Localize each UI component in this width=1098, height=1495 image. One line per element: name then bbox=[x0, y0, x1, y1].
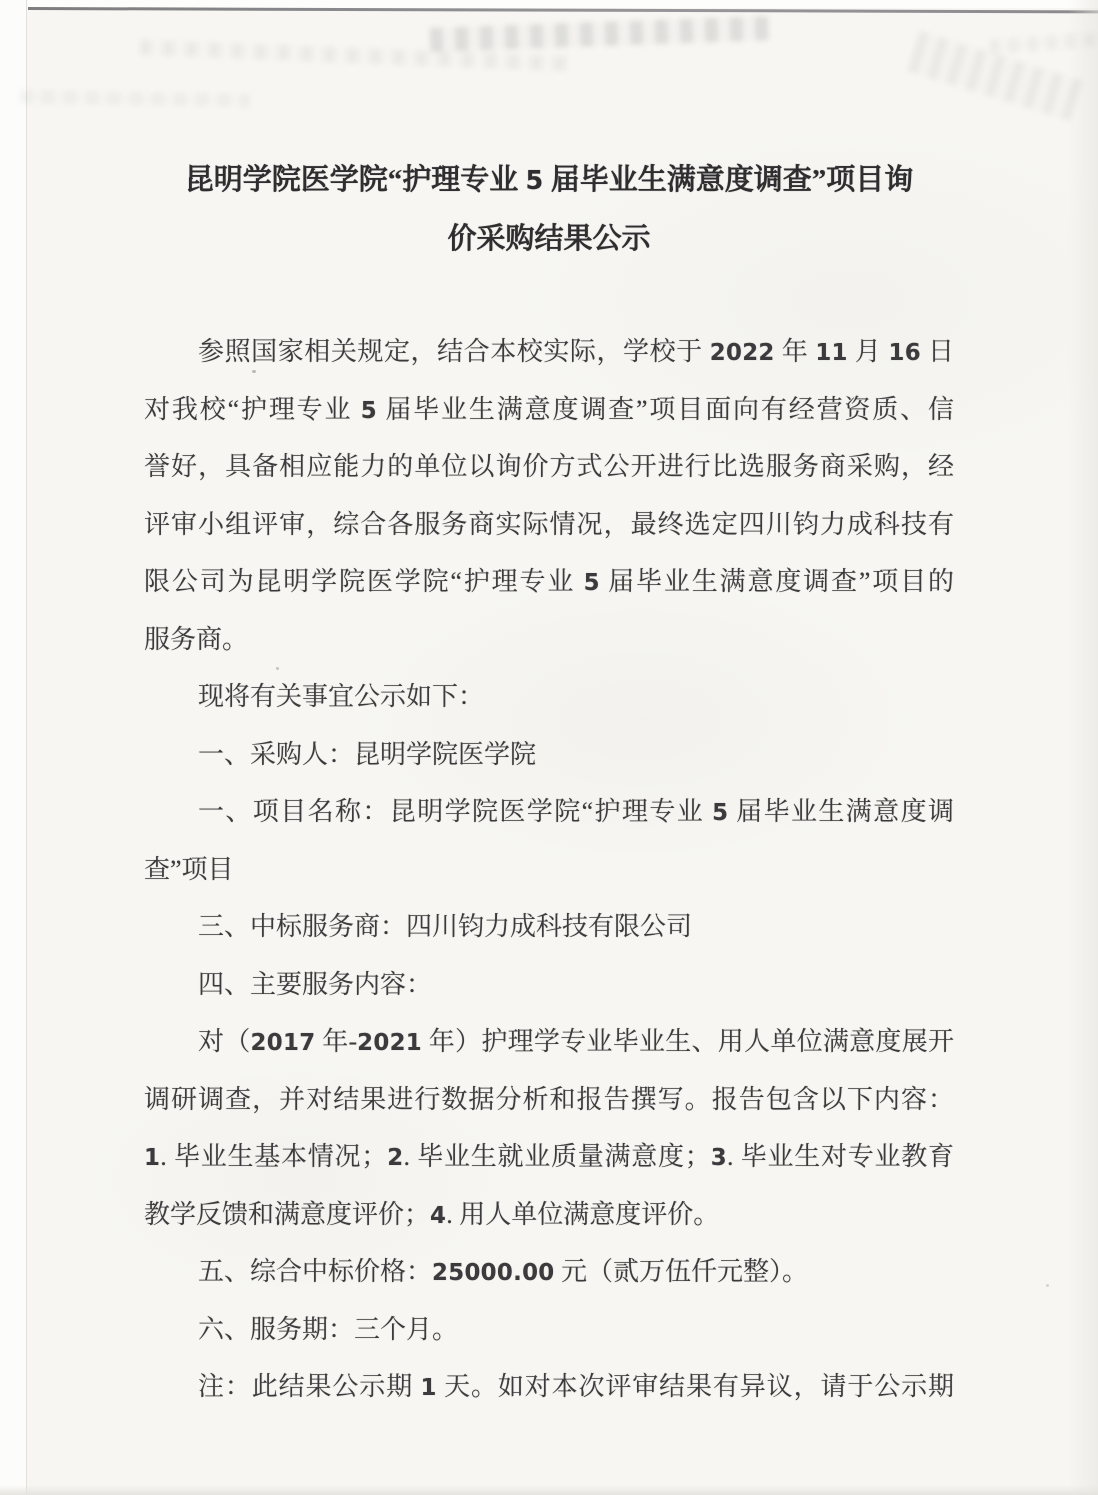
body-line: 服务商。 bbox=[144, 624, 249, 654]
body-line: 对（2017 年-2021 年）护理学专业毕业生、用人单位满意度展开 bbox=[198, 1027, 954, 1056]
body-line: 调研调查，并对结果进行数据分析和报告撰写。报告包含以下内容： bbox=[144, 1084, 954, 1114]
body-line: 四、主要服务内容： bbox=[198, 969, 433, 999]
document-title bbox=[70, 152, 1028, 268]
body-line: 六、服务期：三个月。 bbox=[198, 1314, 459, 1344]
scan-bottom-shadow bbox=[0, 1485, 1098, 1495]
body-line: 评审小组评审，综合各服务商实际情况，最终选定四川钧力成科技有 bbox=[144, 509, 954, 539]
body-line: 一、采购人：昆明学院医学院 bbox=[198, 739, 537, 769]
title-line-2: 价采购结果公示 bbox=[447, 222, 651, 255]
bleed-through-smudge bbox=[140, 40, 570, 71]
ink-speck bbox=[1046, 1284, 1049, 1287]
body-line: 誉好，具备相应能力的单位以询价方式公开进行比选服务商采购，经 bbox=[144, 452, 954, 481]
body-line: 限公司为昆明学院医学院“护理专业 5 届毕业生满意度调查”项目的 bbox=[144, 567, 954, 596]
scan-left-edge bbox=[0, 0, 27, 1495]
body-line: 参照国家相关规定，结合本校实际，学校于 2022 年 11 月 16 日 bbox=[198, 337, 954, 366]
bleed-through-smudge bbox=[908, 31, 1083, 121]
body-line: 五、综合中标价格：25000.00 元（贰万伍仟元整）。 bbox=[198, 1257, 809, 1286]
bleed-through-smudge bbox=[430, 16, 771, 52]
body-line: 对我校“护理专业 5 届毕业生满意度调查”项目面向有经营资质、信 bbox=[144, 394, 954, 424]
title-line-1: 昆明学院医学院“护理专业 5 届毕业生满意度调查”项目询 bbox=[184, 164, 914, 196]
body-line: 1. 毕业生基本情况；2. 毕业生就业质量满意度；3. 毕业生对专业教育 bbox=[144, 1142, 954, 1171]
body-line: 查”项目 bbox=[144, 854, 234, 884]
body-line: 一、项目名称：昆明学院医学院“护理专业 5 届毕业生满意度调 bbox=[198, 797, 954, 826]
bleed-through-smudge bbox=[20, 90, 250, 107]
body-line: 注：此结果公示期 1 天。如对本次评审结果有异议，请于公示期 bbox=[198, 1372, 954, 1401]
document-body bbox=[144, 323, 954, 1416]
body-line: 教学反馈和满意度评价；4. 用人单位满意度评价。 bbox=[144, 1199, 720, 1229]
scan-right-shadow bbox=[1068, 0, 1098, 1495]
body-line: 现将有关事宜公示如下： bbox=[198, 682, 485, 711]
body-line: 三、中标服务商：四川钧力成科技有限公司 bbox=[198, 912, 693, 941]
